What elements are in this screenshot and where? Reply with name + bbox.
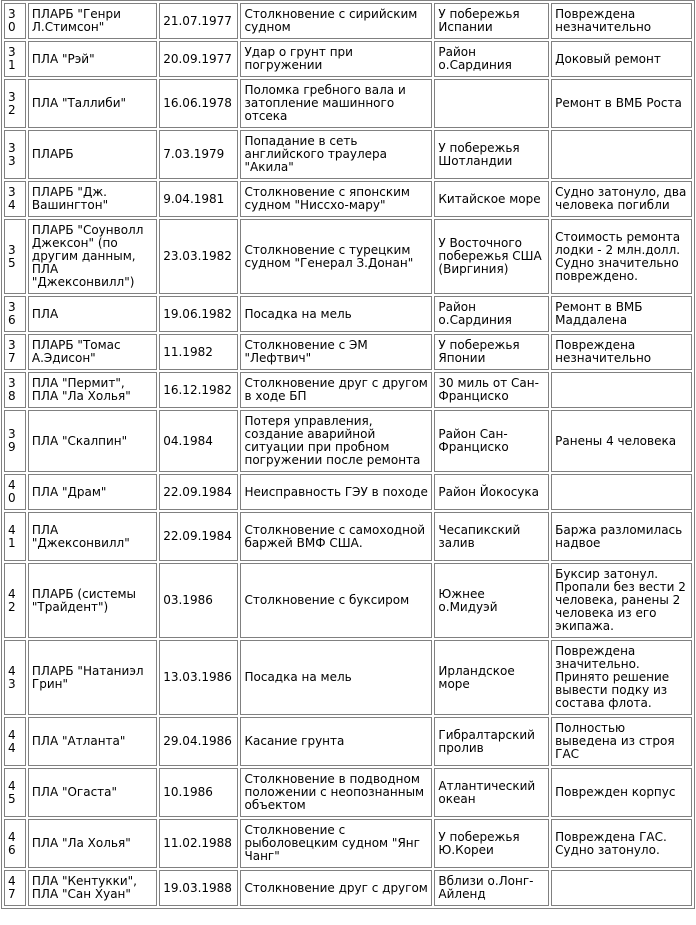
table-row <box>4 717 692 766</box>
incident-cell: Удар о грунт при погружении <box>240 41 432 77</box>
table-row <box>4 296 692 332</box>
row-number: 42 <box>4 563 26 638</box>
incident-cell: Столкновение друг с другом <box>240 870 432 906</box>
location-cell: Район о.Сардиния <box>434 41 549 77</box>
location-cell: Южнее о.Мидуэй <box>434 563 549 638</box>
vessel-cell: ПЛА "Таллиби" <box>28 79 157 128</box>
incident-cell: Касание грунта <box>240 717 432 766</box>
vessel-cell: ПЛА "Ла Холья" <box>28 819 157 868</box>
location-cell: У побережья Японии <box>434 334 549 370</box>
incident-cell: Столкновение с самоходной баржей ВМФ США. <box>240 512 432 561</box>
vessel-cell: ПЛА "Пермит", ПЛА "Ла Холья" <box>28 372 157 408</box>
row-number: 34 <box>4 181 26 217</box>
row-number: 38 <box>4 372 26 408</box>
row-number: 40 <box>4 474 26 510</box>
date-cell: 04.1984 <box>159 410 238 472</box>
consequence-cell <box>551 870 692 906</box>
incident-table-body <box>4 3 692 906</box>
date-cell: 11.1982 <box>159 334 238 370</box>
row-number: 47 <box>4 870 26 906</box>
row-number: 41 <box>4 512 26 561</box>
row-number: 30 <box>4 3 26 39</box>
row-number: 31 <box>4 41 26 77</box>
consequence-cell: Повреждена ГАС. Судно затонуло. <box>551 819 692 868</box>
vessel-cell: ПЛА "Джексонвилл" <box>28 512 157 561</box>
table-row <box>4 130 692 179</box>
table-row <box>4 512 692 561</box>
date-cell: 9.04.1981 <box>159 181 238 217</box>
table-row <box>4 870 692 906</box>
incident-cell: Посадка на мель <box>240 640 432 715</box>
date-cell: 03.1986 <box>159 563 238 638</box>
vessel-cell: ПЛА "Скалпин" <box>28 410 157 472</box>
consequence-cell: Ремонт в ВМБ Маддалена <box>551 296 692 332</box>
location-cell: У побережья Испании <box>434 3 549 39</box>
vessel-cell: ПЛАРБ "Томас А.Эдисон" <box>28 334 157 370</box>
incident-table <box>1 0 695 909</box>
consequence-cell: Ремонт в ВМБ Роста <box>551 79 692 128</box>
incident-cell: Столкновение с турецким судном "Генерал З.Донан" <box>240 219 432 294</box>
location-cell: У побережья Ю.Кореи <box>434 819 549 868</box>
date-cell: 20.09.1977 <box>159 41 238 77</box>
date-cell: 10.1986 <box>159 768 238 817</box>
table-row <box>4 819 692 868</box>
date-cell: 13.03.1986 <box>159 640 238 715</box>
incident-cell: Столкновение в подводном положении с неопознанным объектом <box>240 768 432 817</box>
incident-cell: Столкновение с рыболовецким судном "Янг Чанг" <box>240 819 432 868</box>
vessel-cell: ПЛА <box>28 296 157 332</box>
vessel-cell: ПЛАРБ "Генри Л.Стимсон" <box>28 3 157 39</box>
table-row <box>4 79 692 128</box>
row-number: 32 <box>4 79 26 128</box>
date-cell: 21.07.1977 <box>159 3 238 39</box>
table-row <box>4 41 692 77</box>
consequence-cell: Буксир затонул. Пропали без вести 2 человека, ранены 2 человека из его экипажа. <box>551 563 692 638</box>
row-number: 44 <box>4 717 26 766</box>
incident-cell: Столкновение с японским судном "Ниссхо-мару" <box>240 181 432 217</box>
location-cell: У побережья Шотландии <box>434 130 549 179</box>
date-cell: 23.03.1982 <box>159 219 238 294</box>
location-cell: У Восточного побережья США (Виргиния) <box>434 219 549 294</box>
consequence-cell: Доковый ремонт <box>551 41 692 77</box>
incident-cell: Неисправность ГЭУ в походе <box>240 474 432 510</box>
table-row <box>4 3 692 39</box>
location-cell: 30 миль от Сан-Франциско <box>434 372 549 408</box>
location-cell: Район о.Сардиния <box>434 296 549 332</box>
incident-cell: Столкновение с ЭМ "Лефтвич" <box>240 334 432 370</box>
vessel-cell: ПЛАРБ <box>28 130 157 179</box>
row-number: 35 <box>4 219 26 294</box>
incident-cell: Попадание в сеть английского траулера "Акила" <box>240 130 432 179</box>
date-cell: 19.06.1982 <box>159 296 238 332</box>
consequence-cell: Стоимость ремонта лодки - 2 млн.долл. Судно значительно повреждено. <box>551 219 692 294</box>
table-row <box>4 768 692 817</box>
vessel-cell: ПЛАРБ "Соунволл Джексон" (по другим данным, ПЛА "Джексонвилл") <box>28 219 157 294</box>
table-row <box>4 474 692 510</box>
consequence-cell: Повреждена значительно. Принято решение вывести подку из состава флота. <box>551 640 692 715</box>
date-cell: 16.06.1978 <box>159 79 238 128</box>
consequence-cell: Баржа разломилась надвое <box>551 512 692 561</box>
vessel-cell: ПЛАРБ (системы "Трайдент") <box>28 563 157 638</box>
date-cell: 22.09.1984 <box>159 512 238 561</box>
location-cell <box>434 79 549 128</box>
incident-cell: Поломка гребного вала и затопление машинного отсека <box>240 79 432 128</box>
consequence-cell <box>551 372 692 408</box>
date-cell: 29.04.1986 <box>159 717 238 766</box>
vessel-cell: ПЛА "Атланта" <box>28 717 157 766</box>
vessel-cell: ПЛА "Рэй" <box>28 41 157 77</box>
consequence-cell: Ранены 4 человека <box>551 410 692 472</box>
table-row <box>4 219 692 294</box>
consequence-cell: Судно затонуло, два человека погибли <box>551 181 692 217</box>
table-row <box>4 563 692 638</box>
table-row <box>4 181 692 217</box>
table-row <box>4 640 692 715</box>
location-cell: Ирландское море <box>434 640 549 715</box>
incident-cell: Столкновение друг с другом в ходе БП <box>240 372 432 408</box>
location-cell: Вблизи о.Лонг-Айленд <box>434 870 549 906</box>
incident-cell: Потеря управления, создание аварийной ситуации при пробном погружении после ремонта <box>240 410 432 472</box>
row-number: 39 <box>4 410 26 472</box>
incident-cell: Посадка на мель <box>240 296 432 332</box>
location-cell: Гибралтарский пролив <box>434 717 549 766</box>
table-row <box>4 334 692 370</box>
vessel-cell: ПЛА "Кентукки", ПЛА "Сан Хуан" <box>28 870 157 906</box>
location-cell: Атлантический океан <box>434 768 549 817</box>
date-cell: 22.09.1984 <box>159 474 238 510</box>
consequence-cell: Повреждена незначительно <box>551 334 692 370</box>
location-cell: Китайское море <box>434 181 549 217</box>
consequence-cell: Поврежден корпус <box>551 768 692 817</box>
vessel-cell: ПЛАРБ "Дж. Вашингтон" <box>28 181 157 217</box>
consequence-cell: Полностью выведена из строя ГАС <box>551 717 692 766</box>
date-cell: 7.03.1979 <box>159 130 238 179</box>
row-number: 45 <box>4 768 26 817</box>
row-number: 43 <box>4 640 26 715</box>
vessel-cell: ПЛА "Драм" <box>28 474 157 510</box>
incident-cell: Столкновение с буксиром <box>240 563 432 638</box>
vessel-cell: ПЛАРБ "Натаниэл Грин" <box>28 640 157 715</box>
row-number: 46 <box>4 819 26 868</box>
consequence-cell: Повреждена незначительно <box>551 3 692 39</box>
consequence-cell <box>551 474 692 510</box>
date-cell: 19.03.1988 <box>159 870 238 906</box>
location-cell: Район Йокосука <box>434 474 549 510</box>
date-cell: 16.12.1982 <box>159 372 238 408</box>
location-cell: Чесапикский залив <box>434 512 549 561</box>
row-number: 33 <box>4 130 26 179</box>
vessel-cell: ПЛА "Огаста" <box>28 768 157 817</box>
date-cell: 11.02.1988 <box>159 819 238 868</box>
table-row <box>4 372 692 408</box>
location-cell: Район Сан-Франциско <box>434 410 549 472</box>
consequence-cell <box>551 130 692 179</box>
table-row <box>4 410 692 472</box>
row-number: 37 <box>4 334 26 370</box>
row-number: 36 <box>4 296 26 332</box>
incident-cell: Столкновение с сирийским судном <box>240 3 432 39</box>
